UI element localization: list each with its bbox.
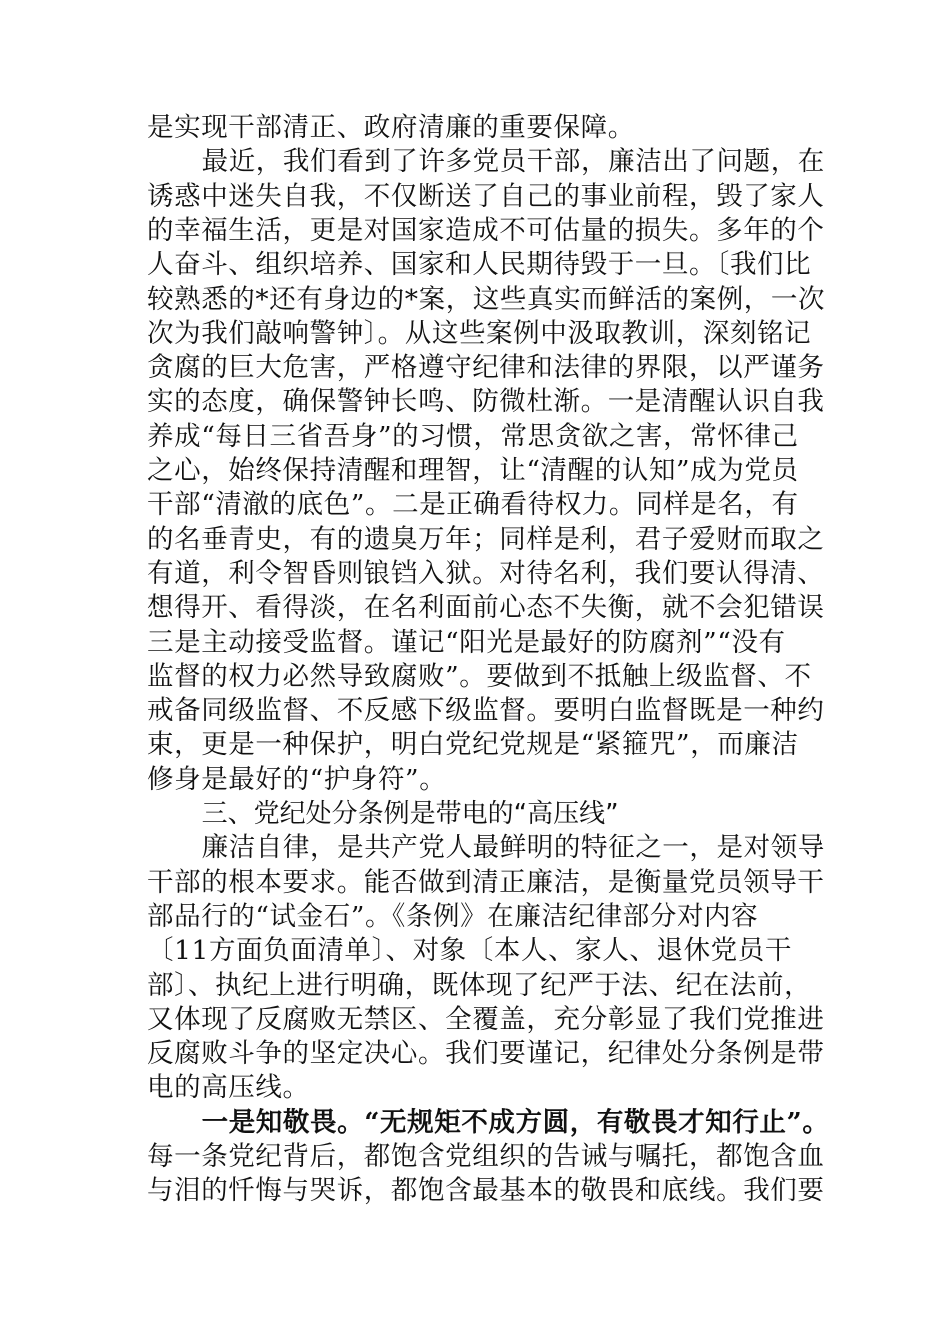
text-line: 部〕、执纪上进行明确，既体现了纪严于法、纪在法前， — [147, 969, 812, 1001]
text-line: 戒备同级监督、不反感下级监督。要明白监督既是一种约 — [147, 695, 825, 727]
text-line: 人奋斗、组织培养、国家和人民期待毁于一旦。〔我们比 — [147, 249, 812, 281]
text-line: 干部“清澈的底色”。二是正确看待权力。同样是名，有 — [147, 489, 799, 521]
text-line: 养成“每日三省吾身”的习惯，常思贪欲之害，常怀律己 — [147, 420, 799, 452]
text-line: 实的态度，确保警钟长鸣、防微杜渐。一是清醒认识自我 — [147, 386, 825, 418]
text-line: 想得开、看得淡，在名利面前心态不失衡，就不会犯错误 — [147, 592, 825, 624]
text-line: 干部的根本要求。能否做到清正廉洁，是衡量党员领导干 — [147, 866, 825, 898]
text-line: 反腐败斗争的坚定决心。我们要谨记，纪律处分条例是带 — [147, 1038, 825, 1070]
text-line: 部品行的“试金石”。《条例》在廉洁纪律部分对内容 — [147, 900, 759, 932]
text-line: 较熟悉的*还有身边的*案，这些真实而鲜活的案例，一次 — [147, 283, 826, 315]
text-line: 与泪的忏悔与哭诉，都饱含最基本的敬畏和底线。我们要 — [147, 1175, 825, 1207]
text-line: 的名垂青史，有的遗臭万年；同样是利，君子爱财而取之 — [147, 523, 825, 555]
text-line: 廉洁自律，是共产党人最鲜明的特征之一，是对领导 — [201, 832, 825, 864]
text-line: 修身是最好的“护身符”。 — [147, 763, 447, 795]
text-line: 又体现了反腐败无禁区、全覆盖，充分彰显了我们党推进 — [147, 1003, 825, 1035]
text-line: 电的高压线。 — [147, 1072, 310, 1104]
text-line: 〔11方面负面清单〕、对象〔本人、家人、退休党员干 — [147, 935, 792, 967]
text-line: 监督的权力必然导致腐败”。要做到不抵触上级监督、不 — [147, 660, 812, 692]
text-line: 的幸福生活，更是对国家造成不可估量的损失。多年的个 — [147, 214, 825, 246]
text-line: 三是主动接受监督。谨记“阳光是最好的防腐剂”“没有 — [147, 626, 786, 658]
text-line: 是实现干部清正、政府清廉的重要保障。 — [147, 112, 635, 143]
text-line: 有道，利令智昏则锒铛入狱。对待名利，我们要认得清、 — [147, 557, 825, 589]
text-line: 束，更是一种保护，明白党纪党规是“紧箍咒”，而廉洁 — [147, 729, 799, 761]
section-heading: 三、党纪处分条例是带电的“高压线” — [201, 799, 619, 829]
text-line: 最近，我们看到了许多党员干部，廉洁出了问题，在 — [201, 146, 825, 178]
text-line: 贪腐的巨大危害，严格遵守纪律和法律的界限，以严谨务 — [147, 352, 825, 384]
text-line: 之心，始终保持清醒和理智，让“清醒的认知”成为党员 — [147, 455, 799, 486]
text-line: 每一条党纪背后，都饱含党组织的告诫与嘱托，都饱含血 — [147, 1141, 825, 1172]
text-line: 次为我们敲响警钟〕。从这些案例中汲取教训，深刻铭记 — [147, 317, 812, 349]
text-line: 诱惑中迷失自我，不仅断送了自己的事业前程，毁了家人 — [147, 180, 825, 212]
text-line: 一是知敬畏。“无规矩不成方圆，有敬畏才知行止”。 — [201, 1106, 830, 1138]
